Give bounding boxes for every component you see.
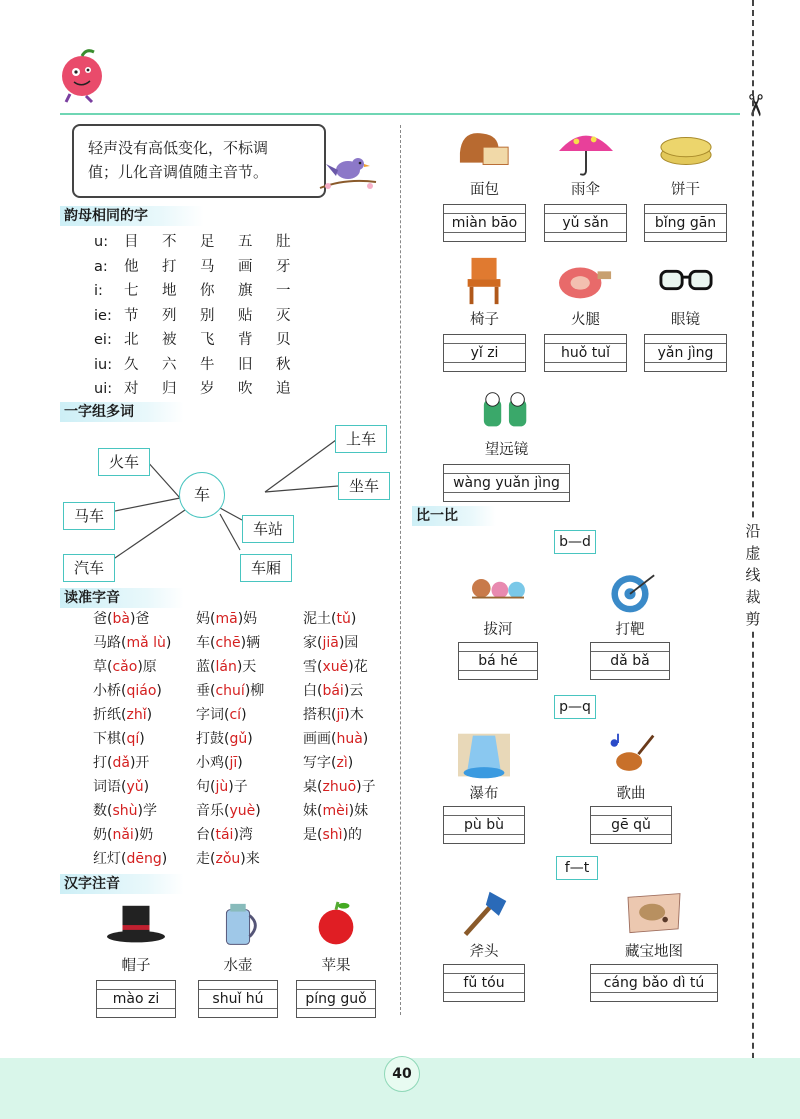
wordmap-node: 汽车 (63, 554, 115, 582)
reading-pinyin: huà (336, 731, 363, 747)
reading-pinyin: chuí (215, 683, 245, 699)
cut-note-char: 沿 (745, 522, 761, 540)
scissors-icon: ✂ (737, 92, 773, 119)
reading-text: ) (237, 755, 243, 771)
umbrella-icon (555, 124, 617, 178)
reading-pinyin: shì (322, 827, 343, 843)
music-icon (594, 730, 668, 782)
section-read-title: 读准字音 (60, 588, 184, 608)
reading-text: )开 (129, 755, 150, 771)
reading-pinyin: mǎ lù (126, 635, 166, 651)
rhyme-char: 灭 (276, 307, 291, 324)
reading-text: 蓝( (196, 659, 216, 675)
annotate-picture (644, 124, 727, 178)
rhyme-char: 足 (200, 234, 215, 250)
rhyme-row (94, 328, 314, 352)
reading-pinyin: zhǐ (126, 707, 147, 723)
reading-text: 奶( (93, 827, 113, 843)
annotate-word: 苹果 (321, 958, 351, 974)
reading-item (196, 751, 243, 775)
reading-item (196, 679, 264, 703)
rhyme-char: 被 (162, 332, 177, 348)
rhyme-char: 肚 (276, 234, 291, 250)
pinyin-box (443, 334, 526, 372)
rhyme-char: 牛 (200, 356, 215, 373)
rhyme-char: 贴 (238, 307, 253, 324)
reading-item (303, 799, 368, 823)
reading-text: 小桥( (93, 683, 127, 699)
pinyin-box (458, 642, 538, 680)
rhyme-char: 列 (162, 307, 177, 324)
reading-text: 草( (93, 659, 113, 675)
reading-text: 字词( (196, 707, 230, 723)
reading-text: 妈( (196, 611, 216, 627)
reading-text: )木 (344, 707, 364, 723)
rhyme-char: 马 (200, 258, 215, 275)
section-words-title: 一字组多词 (60, 402, 184, 422)
rhyme-char: 节 (124, 307, 139, 324)
rhyme-char: 旗 (238, 283, 253, 299)
annotate-picture (96, 900, 176, 954)
compare-picture (590, 888, 718, 940)
reading-pinyin: qí (126, 731, 140, 747)
cut-note-char: 虚 (745, 544, 761, 562)
rhyme-row (94, 279, 314, 303)
rhyme-row (94, 377, 314, 401)
reading-text: ) (247, 731, 253, 747)
reading-item (93, 847, 167, 871)
pinyin-box (296, 980, 376, 1018)
reading-item (303, 679, 363, 703)
tip-box (72, 124, 326, 198)
rhyme-char: 牙 (276, 258, 291, 275)
reading-text: ) (165, 635, 172, 651)
reading-text: ) (241, 707, 247, 723)
annotate-picture (644, 254, 727, 308)
compare-tag: b—d (554, 530, 596, 554)
reading-text: )子 (356, 779, 376, 795)
reading-text: ) (139, 731, 145, 747)
reading-pinyin: bái (322, 683, 344, 699)
annotate-word: 水壶 (223, 958, 253, 974)
map-icon (617, 888, 691, 940)
page-number: 40 (384, 1056, 420, 1092)
tug-of-war-icon (461, 566, 535, 618)
pinyin-box (443, 464, 570, 502)
rhyme-row (94, 353, 314, 377)
reading-pinyin: jī (336, 707, 345, 723)
annotate-picture (544, 124, 627, 178)
reading-text: 走( (196, 851, 216, 867)
compare-picture (458, 566, 538, 618)
rhyme-char: 一 (276, 283, 291, 299)
rhyme-char: 贝 (276, 332, 291, 348)
rhyme-key: u: (94, 234, 109, 250)
column-divider (400, 125, 401, 1015)
reading-text: 是( (303, 827, 323, 843)
pinyin-text: yǔ sǎn (562, 215, 609, 231)
reading-item (93, 607, 149, 631)
compare-word: 瀑布 (469, 786, 499, 802)
reading-text: )子 (228, 779, 248, 795)
reading-text: 音乐( (196, 803, 230, 819)
reading-item (303, 775, 376, 799)
reading-text: ) (156, 683, 162, 699)
reading-item (303, 823, 362, 847)
pinyin-box (590, 642, 670, 680)
wordmap-node: 车厢 (240, 554, 292, 582)
rhyme-char: 久 (124, 356, 139, 373)
cut-note-char: 线 (745, 566, 761, 584)
reading-item (93, 631, 171, 655)
cookie-icon (655, 124, 717, 178)
reading-text: 下棋( (93, 731, 127, 747)
wordmap-node: 马车 (63, 502, 115, 530)
reading-text: )的 (342, 827, 362, 843)
reading-item (196, 775, 248, 799)
rhyme-char: 背 (238, 332, 253, 348)
reading-text: 画画( (303, 731, 337, 747)
rhyme-char: 七 (124, 283, 139, 299)
reading-text: )辆 (240, 635, 261, 651)
rhyme-char: 归 (162, 381, 177, 397)
reading-item (303, 751, 353, 775)
pinyin-text: huǒ tuǐ (560, 345, 610, 361)
rhyme-char: 六 (162, 356, 177, 373)
reading-pinyin: dǎ (112, 755, 130, 771)
annotate-picture (443, 384, 570, 438)
cut-note-char: 剪 (745, 610, 761, 628)
pinyin-text: bǐng gān (654, 215, 717, 231)
rhyme-char: 不 (162, 234, 177, 250)
bird-icon (316, 148, 378, 196)
compare-picture (443, 888, 525, 940)
reading-text: 泥土( (303, 611, 337, 627)
reading-item (196, 607, 257, 631)
pinyin-box (198, 980, 278, 1018)
hat-icon (105, 900, 167, 954)
reading-pinyin: lán (215, 659, 237, 675)
reading-pinyin: qiáo (126, 683, 157, 699)
axe-icon (447, 888, 521, 940)
reading-pinyin: bà (112, 611, 130, 627)
rhyme-key: i: (94, 283, 103, 299)
pinyin-box (644, 334, 727, 372)
reading-text: 台( (196, 827, 216, 843)
cut-note-char: 裁 (745, 588, 761, 606)
rhyme-char: 对 (124, 381, 139, 397)
reading-item (93, 751, 149, 775)
compare-word: 斧头 (469, 944, 499, 960)
reading-item (93, 775, 149, 799)
reading-item (196, 799, 261, 823)
pinyin-box (590, 806, 672, 844)
annotate-word: 望远镜 (484, 442, 529, 458)
bread-icon (454, 124, 516, 178)
ham-icon (555, 254, 617, 308)
reading-text: )云 (343, 683, 364, 699)
rhyme-key: a: (94, 258, 108, 275)
rhyme-char: 地 (162, 283, 177, 299)
reading-text: 家( (303, 635, 323, 651)
reading-text: 雪( (303, 659, 323, 675)
reading-text: )妹 (348, 803, 369, 819)
reading-pinyin: tái (215, 827, 234, 843)
reading-text: )学 (137, 803, 157, 819)
rhyme-row (94, 255, 314, 279)
pinyin-text: yǐ zi (470, 345, 499, 361)
rhyme-char: 旧 (238, 356, 253, 373)
pinyin-text: gē qǔ (611, 817, 651, 833)
chair-icon (454, 254, 516, 308)
reading-text: 爸( (93, 611, 113, 627)
kettle-icon (207, 900, 269, 954)
reading-item (303, 655, 368, 679)
reading-pinyin: jiā (322, 635, 339, 651)
annotate-picture (296, 900, 376, 954)
reading-text: 红灯( (93, 851, 127, 867)
compare-picture (443, 730, 525, 782)
reading-pinyin: gǔ (229, 731, 248, 747)
reading-text: ) (350, 611, 357, 627)
reading-pinyin: zì (336, 755, 348, 771)
rhyme-char: 飞 (200, 332, 215, 348)
annotate-word: 饼干 (671, 182, 700, 198)
rhyme-char: 别 (200, 307, 215, 324)
wordmap-center: 车 (179, 472, 225, 518)
pinyin-box (443, 204, 526, 242)
tip-line: 值；儿化音调值随主音节。 (88, 163, 269, 181)
reading-text: 打( (93, 755, 113, 771)
pinyin-text: píng guǒ (305, 991, 367, 1007)
reading-pinyin: mèi (322, 803, 349, 819)
pinyin-text: pù bù (464, 817, 504, 833)
pinyin-box (544, 334, 627, 372)
rhyme-char: 五 (238, 234, 253, 250)
reading-item (303, 607, 356, 631)
target-icon (593, 566, 667, 618)
section-annotate-title: 汉字注音 (60, 874, 184, 894)
reading-item (196, 823, 253, 847)
reading-item (93, 703, 152, 727)
pinyin-box (590, 964, 718, 1002)
reading-pinyin: tǔ (336, 611, 351, 627)
reading-pinyin: nǎi (112, 827, 134, 843)
reading-text: 写字( (303, 755, 337, 771)
pinyin-text: yǎn jìng (657, 345, 714, 361)
wordmap-node: 火车 (98, 448, 150, 476)
reading-text: 妹( (303, 803, 323, 819)
compare-tag: p—q (554, 695, 596, 719)
pinyin-text: wàng yuǎn jìng (453, 475, 560, 491)
reading-item (303, 703, 364, 727)
apple-icon (305, 900, 367, 954)
rhyme-char: 北 (124, 332, 139, 348)
rhyme-char: 岁 (200, 381, 215, 397)
annotate-picture (544, 254, 627, 308)
pinyin-text: cáng bǎo dì tú (603, 975, 705, 991)
annotate-picture (443, 254, 526, 308)
section-compare-title: 比一比 (412, 506, 496, 526)
header-rule (60, 113, 740, 115)
rhyme-char: 追 (276, 381, 291, 397)
compare-picture (590, 566, 670, 618)
reading-text: 车( (196, 635, 216, 651)
reading-pinyin: shù (112, 803, 138, 819)
reading-pinyin: mā (215, 611, 238, 627)
reading-item (196, 703, 247, 727)
reading-text: 词语( (93, 779, 127, 795)
wordmap-node: 上车 (335, 425, 387, 453)
reading-item (93, 727, 145, 751)
reading-item (93, 799, 157, 823)
reading-text: )妈 (237, 611, 258, 627)
rhyme-key: ui: (94, 381, 113, 397)
reading-text: 马路( (93, 635, 127, 651)
pinyin-box (544, 204, 627, 242)
reading-text: 小鸡( (196, 755, 230, 771)
reading-text: 数( (93, 803, 113, 819)
compare-word: 打靶 (615, 622, 645, 638)
pinyin-box (443, 964, 525, 1002)
reading-text: )原 (137, 659, 157, 675)
rhyme-char: 秋 (276, 356, 291, 373)
compare-picture (590, 730, 672, 782)
reading-text: 句( (196, 779, 216, 795)
reading-text: )湾 (233, 827, 253, 843)
reading-item (93, 655, 157, 679)
rhyme-key: ei: (94, 332, 112, 348)
pinyin-box (96, 980, 176, 1018)
rhyme-char: 打 (162, 258, 177, 275)
annotate-word: 雨伞 (571, 182, 600, 198)
pinyin-text: mào zi (112, 991, 160, 1007)
pinyin-text: miàn bāo (451, 215, 518, 231)
reading-pinyin: cí (229, 707, 242, 723)
reading-text: 搭积( (303, 707, 337, 723)
reading-pinyin: dēng (126, 851, 162, 867)
reading-item (93, 679, 162, 703)
reading-text: )奶 (133, 827, 154, 843)
reading-text: 桌( (303, 779, 323, 795)
reading-item (303, 727, 368, 751)
rhyme-char: 画 (238, 258, 253, 275)
reading-text: 垂( (196, 683, 216, 699)
rhyme-char: 目 (124, 234, 139, 250)
reading-text: )来 (240, 851, 260, 867)
reading-item (303, 631, 358, 655)
pinyin-text: fǔ tóu (463, 975, 505, 991)
reading-pinyin: jī (229, 755, 238, 771)
annotate-word: 面包 (470, 182, 499, 198)
pinyin-text: bá hé (478, 653, 518, 669)
pinyin-text: shuǐ hú (212, 991, 264, 1007)
compare-word: 藏宝地图 (625, 944, 683, 960)
reading-text: ) (362, 731, 369, 747)
glasses-icon (655, 254, 717, 308)
reading-pinyin: xuě (322, 659, 349, 675)
rhyme-row (94, 304, 314, 328)
rhyme-char: 你 (200, 283, 215, 299)
rhyme-char: 他 (124, 258, 139, 275)
reading-text: )园 (338, 635, 359, 651)
wordmap-node: 车站 (242, 515, 294, 543)
rhyme-key: iu: (94, 356, 113, 373)
reading-text: ) (255, 803, 261, 819)
reading-item (93, 823, 153, 847)
reading-text: ) (161, 851, 168, 867)
reading-pinyin: yǔ (126, 779, 144, 795)
annotate-picture (443, 124, 526, 178)
waterfall-icon (447, 730, 521, 782)
pinyin-box (644, 204, 727, 242)
reading-text: )花 (348, 659, 368, 675)
reading-text: ) (143, 779, 150, 795)
rhyme-char: 吹 (238, 381, 253, 397)
reading-pinyin: cǎo (112, 659, 138, 675)
annotate-word: 椅子 (470, 312, 499, 328)
tip-line: 轻声没有高低变化，不标调 (88, 139, 269, 157)
annotate-picture (198, 900, 278, 954)
reading-item (196, 727, 253, 751)
reading-pinyin: zǒu (215, 851, 241, 867)
annotate-word: 眼镜 (671, 312, 700, 328)
reading-text: 打鼓( (196, 731, 230, 747)
pinyin-text: dǎ bǎ (610, 653, 650, 669)
reading-item (196, 631, 260, 655)
annotate-word: 火腿 (571, 312, 600, 328)
apple-mascot-icon (56, 46, 106, 104)
compare-word: 歌曲 (616, 786, 646, 802)
binoculars-icon (476, 384, 538, 438)
reading-text: 折纸( (93, 707, 127, 723)
reading-pinyin: chē (215, 635, 241, 651)
reading-text: ) (347, 755, 354, 771)
reading-item (196, 655, 256, 679)
reading-pinyin: yuè (229, 803, 256, 819)
reading-text: )爸 (129, 611, 150, 627)
cut-note (742, 520, 764, 630)
reading-text: )天 (236, 659, 257, 675)
reading-text: ) (146, 707, 153, 723)
compare-word: 拔河 (483, 622, 513, 638)
annotate-word: 帽子 (121, 958, 151, 974)
wordmap-node: 坐车 (338, 472, 390, 500)
reading-pinyin: zhuō (322, 779, 357, 795)
reading-pinyin: jù (215, 779, 229, 795)
rhyme-row (94, 230, 314, 254)
pinyin-box (443, 806, 525, 844)
rhyme-key: ie: (94, 307, 112, 324)
reading-text: )柳 (244, 683, 265, 699)
reading-item (196, 847, 260, 871)
section-rhymes-title: 韵母相同的字 (60, 206, 204, 226)
reading-text: 白( (303, 683, 323, 699)
compare-tag: f—t (556, 856, 598, 880)
